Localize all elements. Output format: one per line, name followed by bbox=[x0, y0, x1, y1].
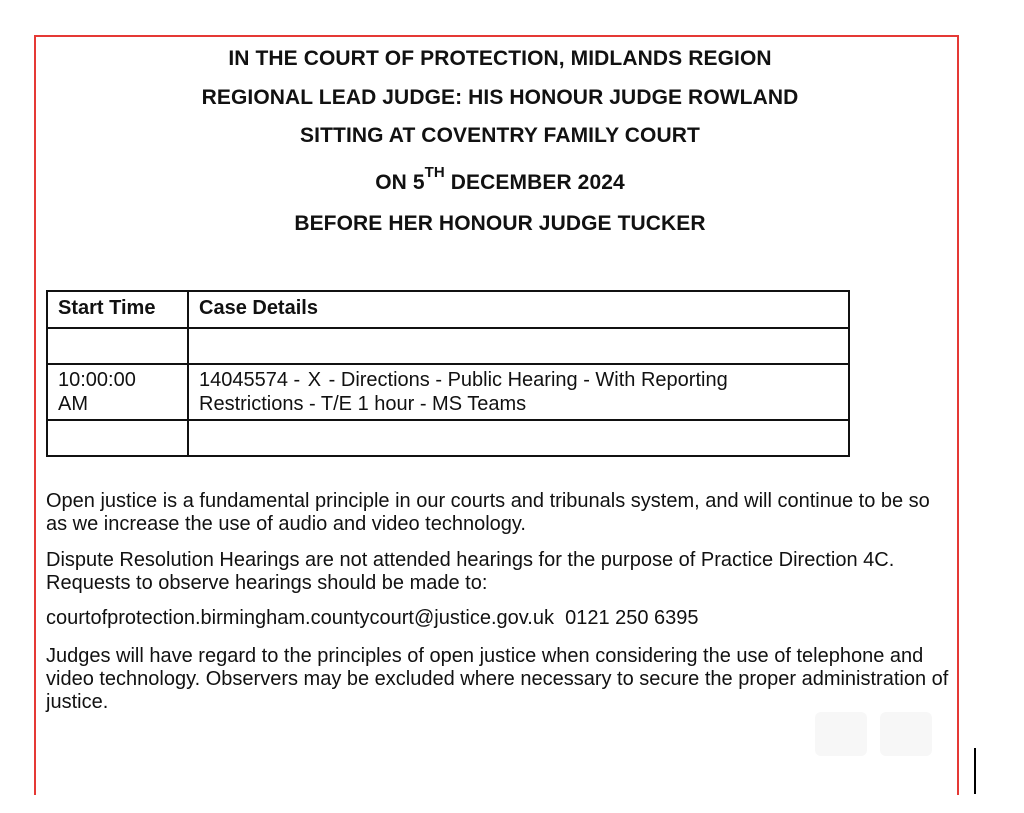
table-row bbox=[47, 364, 849, 420]
start-time-cell: 10:00:00 AM bbox=[47, 364, 188, 420]
table-cell bbox=[188, 328, 849, 364]
text-cursor bbox=[974, 748, 976, 794]
hearing-list-table bbox=[46, 290, 850, 457]
table-cell bbox=[47, 328, 188, 364]
scan-artifact bbox=[815, 712, 867, 756]
table-header-row bbox=[47, 291, 849, 328]
sitting-location: SITTING AT COVENTRY FAMILY COURT bbox=[300, 124, 700, 147]
lead-judge-line: REGIONAL LEAD JUDGE: HIS HONOUR JUDGE ROWLAND bbox=[201, 86, 799, 109]
presiding-judge: BEFORE HER HONOUR JUDGE TUCKER bbox=[294, 212, 706, 235]
dispute-resolution-paragraph: Dispute Resolution Hearings are not attended hearings for the purpose of Practice Direction 4C. Requests to observe hearings should be made to: bbox=[46, 549, 895, 594]
case-details-cell: 14045574 - X - Directions - Public Hearing - With Reporting Restrictions - T/E 1 hour - MS Teams bbox=[188, 364, 849, 420]
table-row-empty bbox=[47, 420, 849, 456]
contact-phone: 0121 250 6395 bbox=[565, 607, 699, 629]
table-cell bbox=[47, 420, 188, 456]
scan-artifact bbox=[880, 712, 932, 756]
column-header-start-time: Start Time bbox=[47, 291, 188, 328]
contact-email[interactable]: courtofprotection.birmingham.countycourt@justice.gov.uk bbox=[46, 607, 554, 629]
table-cell bbox=[188, 420, 849, 456]
hearing-date: ON 5TH DECEMBER 2024 bbox=[375, 164, 625, 194]
table-row-empty bbox=[47, 328, 849, 364]
open-justice-paragraph: Open justice is a fundamental principle in our courts and tribunals system, and will continue to be so as we increase the use of audio and video technology. bbox=[46, 490, 930, 535]
date-ordinal-suffix: TH bbox=[424, 164, 445, 181]
court-title: IN THE COURT OF PROTECTION, MIDLANDS REGION bbox=[228, 47, 772, 70]
redacted-party-name: X bbox=[307, 369, 322, 391]
contact-line bbox=[46, 607, 956, 630]
judges-regard-paragraph: Judges will have regard to the principles of open justice when considering the use of telephone and video technology. Observers may be excluded where necessary to secure the proper administration of justice. bbox=[46, 645, 949, 713]
column-header-case-details: Case Details bbox=[188, 291, 849, 328]
